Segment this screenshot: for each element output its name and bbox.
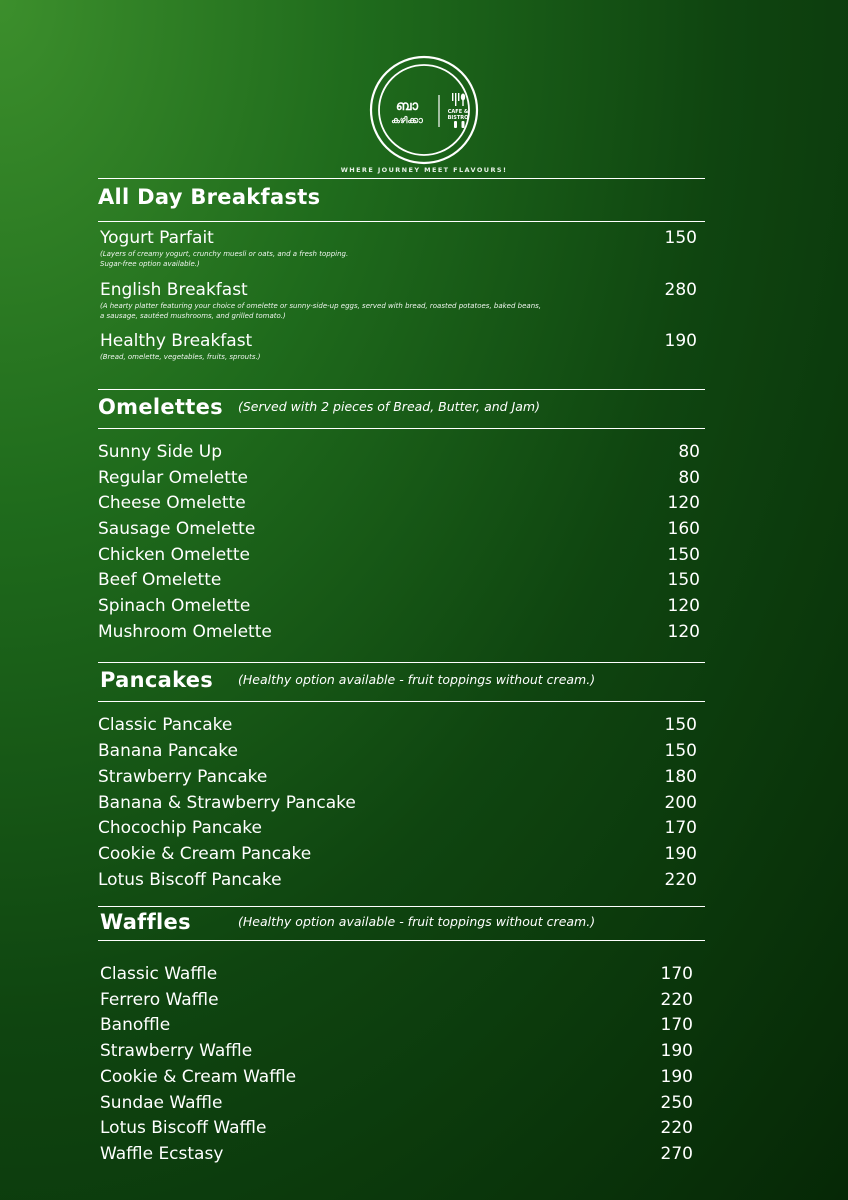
divider <box>98 428 705 429</box>
section-note-pancakes: (Healthy option available - fruit toppings without cream.) <box>238 672 596 687</box>
divider <box>98 701 705 702</box>
item-price: 280 <box>664 280 697 300</box>
item-name: Waffle Ecstasy <box>100 1144 224 1164</box>
section-title-breakfast: All Day Breakfasts <box>98 185 321 209</box>
item-price: 200 <box>664 793 697 813</box>
section-title-omelettes: Omelettes <box>98 395 223 419</box>
item-price: 220 <box>664 870 697 890</box>
item-price: 150 <box>664 228 697 248</box>
item-name: Banana & Strawberry Pancake <box>98 793 356 813</box>
item-price: 150 <box>664 741 697 761</box>
divider <box>98 221 705 222</box>
item-price: 220 <box>660 1118 693 1138</box>
section-note-omelettes: (Served with 2 pieces of Bread, Butter, and Jam) <box>238 399 540 414</box>
item-price: 120 <box>667 622 700 642</box>
item-name: Beef Omelette <box>98 570 222 590</box>
item-name: Strawberry Waffle <box>100 1041 253 1061</box>
tagline: WHERE JOURNEY MEET FLAVOURS! <box>340 166 508 174</box>
item-name: Healthy Breakfast <box>100 331 253 351</box>
item-name: Cheese Omelette <box>98 493 246 513</box>
divider <box>98 389 705 390</box>
item-name: Chocochip Pancake <box>98 818 262 838</box>
logo-text: ബാ <box>395 99 419 114</box>
item-name: Classic Pancake <box>98 715 233 735</box>
item-price: 170 <box>660 964 693 984</box>
item-name: Sausage Omelette <box>98 519 256 539</box>
item-price: 180 <box>664 767 697 787</box>
section-note-waffles: (Healthy option available - fruit toppings without cream.) <box>238 914 596 929</box>
item-price: 170 <box>664 818 697 838</box>
item-price: 80 <box>678 442 700 462</box>
item-name: Ferrero Waffle <box>100 990 219 1010</box>
brand-logo <box>369 55 479 165</box>
item-description: (Layers of creamy yogurt, crunchy muesli or oats, and a fresh topping. Sugar-free option available.) <box>100 250 349 268</box>
item-price: 220 <box>660 990 693 1010</box>
divider <box>98 940 705 941</box>
item-price: 160 <box>667 519 700 539</box>
item-description: (A hearty platter featuring your choice of omelette or sunny-side-up eggs, served with bread, roasted potatoes, baked beans, a sausage, sautéed mushrooms, and grilled tomato.) <box>100 302 542 320</box>
item-price: 120 <box>667 596 700 616</box>
item-name: Cookie & Cream Waffle <box>100 1067 297 1087</box>
item-price: 190 <box>664 844 697 864</box>
item-name: Regular Omelette <box>98 468 248 488</box>
item-price: 250 <box>660 1093 693 1113</box>
section-title-pancakes: Pancakes <box>100 668 214 692</box>
divider <box>98 178 705 179</box>
item-name: Lotus Biscoff Waffle <box>100 1118 267 1138</box>
divider <box>98 662 705 663</box>
item-price: 150 <box>664 715 697 735</box>
logo-text-2: കഴിക്കാ <box>391 116 423 126</box>
item-price: 170 <box>660 1015 693 1035</box>
item-price: 190 <box>660 1067 693 1087</box>
item-name: Strawberry Pancake <box>98 767 268 787</box>
item-price: 150 <box>667 570 700 590</box>
item-name: Classic Waffle <box>100 964 218 984</box>
item-name: Banana Pancake <box>98 741 239 761</box>
item-name: Spinach Omelette <box>98 596 251 616</box>
item-price: 80 <box>678 468 700 488</box>
item-price: 150 <box>667 545 700 565</box>
item-name: Mushroom Omelette <box>98 622 272 642</box>
item-price: 120 <box>667 493 700 513</box>
item-price: 190 <box>660 1041 693 1061</box>
item-price: 190 <box>664 331 697 351</box>
item-name: Banoffle <box>100 1015 171 1035</box>
item-name: English Breakfast <box>100 280 248 300</box>
logo-side-text: CAFE & <box>447 109 469 115</box>
item-name: Lotus Biscoff Pancake <box>98 870 282 890</box>
item-name: Sundae Waffle <box>100 1093 223 1113</box>
svg-text:BISTRO: BISTRO <box>447 115 469 121</box>
section-title-waffles: Waffles <box>100 910 191 934</box>
item-price: 270 <box>660 1144 693 1164</box>
item-name: Cookie & Cream Pancake <box>98 844 312 864</box>
item-name: Chicken Omelette <box>98 545 250 565</box>
item-name: Sunny Side Up <box>98 442 222 462</box>
item-description: (Bread, omelette, vegetables, fruits, sprouts.) <box>100 353 261 361</box>
item-name: Yogurt Parfait <box>100 228 214 248</box>
divider <box>98 906 705 907</box>
